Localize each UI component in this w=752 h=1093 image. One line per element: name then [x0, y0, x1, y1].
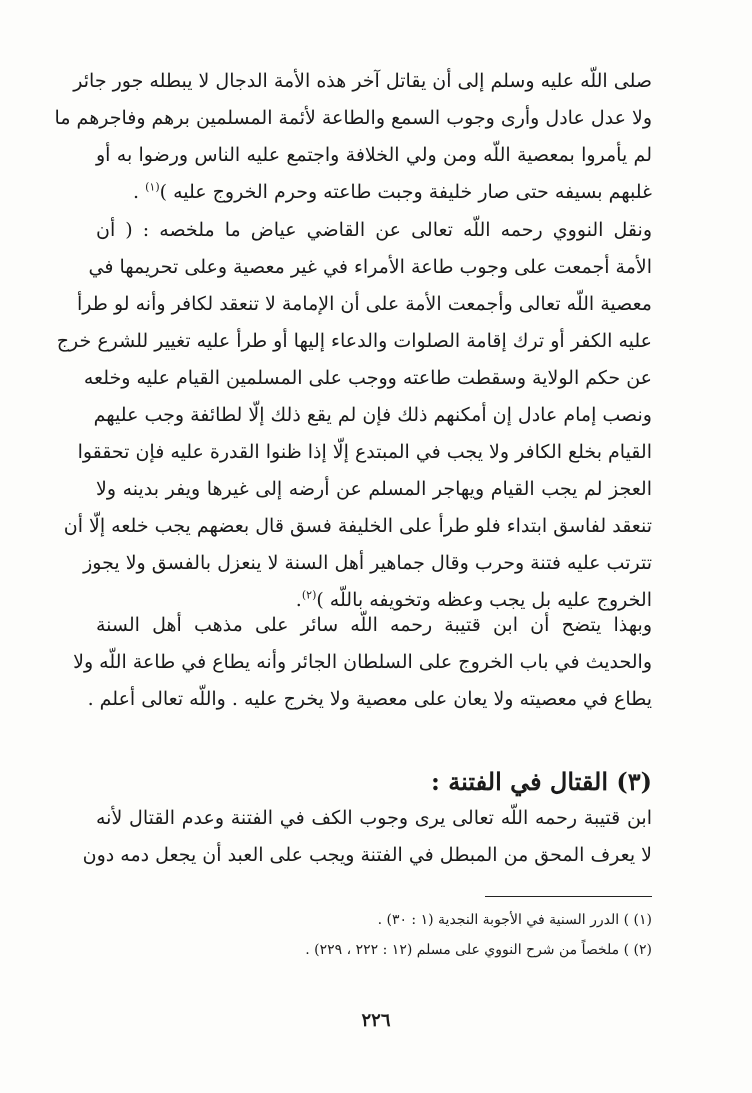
paragraph-1 [54, 63, 652, 211]
footnotes [96, 905, 652, 965]
footnote-ref-1: (١) [145, 180, 160, 194]
paragraph-2 [56, 212, 652, 619]
paragraph-1-line: صلى اللّه عليه وسلم إلى أن يقاتل آخر هذه الأمة الدجال لا يبطله جور جائر [73, 70, 652, 92]
paragraph-2-line: العجز لم يجب القيام ويهاجر المسلم عن أرضه إلى غيرها ويفر بدينه ولا [96, 478, 652, 500]
paragraph-1-line: غلبهم بسيفه حتى صار خليفة وجبت طاعته وحرم الخروج عليه ) [159, 181, 652, 203]
paragraph-2-line: تنعقد لفاسق ابتداء فلو طرأ على الخليفة فسق قال بعضهم يجب خلعه إلّا أن [63, 515, 652, 537]
paragraph-1-last-line [96, 174, 652, 211]
paragraph-1-end: . [133, 181, 146, 203]
paragraph-4 [82, 800, 652, 874]
paragraph-2-line: الخروج عليه بل يجب وعظه وتخويفه باللّه ) [316, 589, 652, 611]
paragraph-2-line: تترتب عليه فتنة وحرب وقال جماهير أهل السنة لا ينعزل بالفسق ولا يجوز [83, 552, 652, 574]
paragraph-2-line: عن حكم الولاية وسقطت طاعته ووجب على المسلمين القيام عليه وخلعه [83, 367, 652, 389]
paragraph-1-line: لم يأمروا بمعصية اللّه ومن ولي الخلافة واجتمع عليه الناس ورضوا به أو [96, 144, 652, 166]
paragraph-2-line: القيام بخلع الكافر ولا يجب في المبتدع إلّا إذا ظنوا القدرة عليه فإن تحققوا [77, 441, 652, 463]
paragraph-4-line: ابن قتيبة رحمه اللّه تعالى يرى وجوب الكف في الفتنة وعدم القتال لأنه [96, 807, 652, 829]
paragraph-2-line: ونقل النووي رحمه اللّه تعالى عن القاضي عياض ما ملخصه : ( أن [96, 219, 652, 241]
paragraph-4-line: لا يعرف المحق من المبطل في الفتنة ويجب على العبد أن يجعل دمه دون [82, 844, 652, 866]
paragraph-1-line: ولا عدل عادل وأرى وجوب السمع والطاعة لأئمة المسلمين برهم وفاجرهم ما [54, 107, 652, 129]
paragraph-3-line: وبهذا يتضح أن ابن قتيبة رحمه اللّه سائر على مذهب أهل السنة [96, 614, 652, 636]
paragraph-3 [73, 607, 652, 718]
footnote-2: (٢) ) ملخصاً من شرح النووي على مسلم (١٢ : ٢٢٢ ، ٢٢٩) . [305, 942, 652, 958]
footnote-ref-2: (٢) [301, 588, 317, 602]
paragraph-3-line: والحديث في باب الخروج على السلطان الجائر وأنه يطاع في طاعة اللّه ولا [73, 651, 652, 673]
paragraph-2-line: معصية اللّه تعالى وأجمعت الأمة على أن الإمامة لا تنعقد لكافر وأنه لو طرأ [77, 293, 652, 315]
paragraph-2-line: عليه الكفر أو ترك إقامة الصلوات والدعاء إليها أو طرأ عليه تغيير للشرع خرج [56, 330, 652, 352]
footnote-1: (١) ) الدرر السنية في الأجوبة النجدية (١ : ٣٠) . [377, 912, 652, 928]
paragraph-2-end: . [295, 589, 302, 611]
footnote-divider [485, 896, 652, 897]
paragraph-3-line: يطاع في معصيته ولا يعان على معصية ولا يخرج عليه . واللّه تعالى أعلم . [87, 688, 652, 710]
section-heading: (٣) القتال في الفتنة : [431, 767, 652, 796]
paragraph-2-line: ونصب إمام عادل إن أمكنهم ذلك فإن لم يقع ذلك إلّا لطائفة وجب عليهم [93, 404, 652, 426]
paragraph-2-line: الأمة أجمعت على وجوب طاعة الأمراء في غير معصية وعلى تحريمها في [88, 256, 652, 278]
page-number: ٢٢٦ [361, 1010, 391, 1031]
